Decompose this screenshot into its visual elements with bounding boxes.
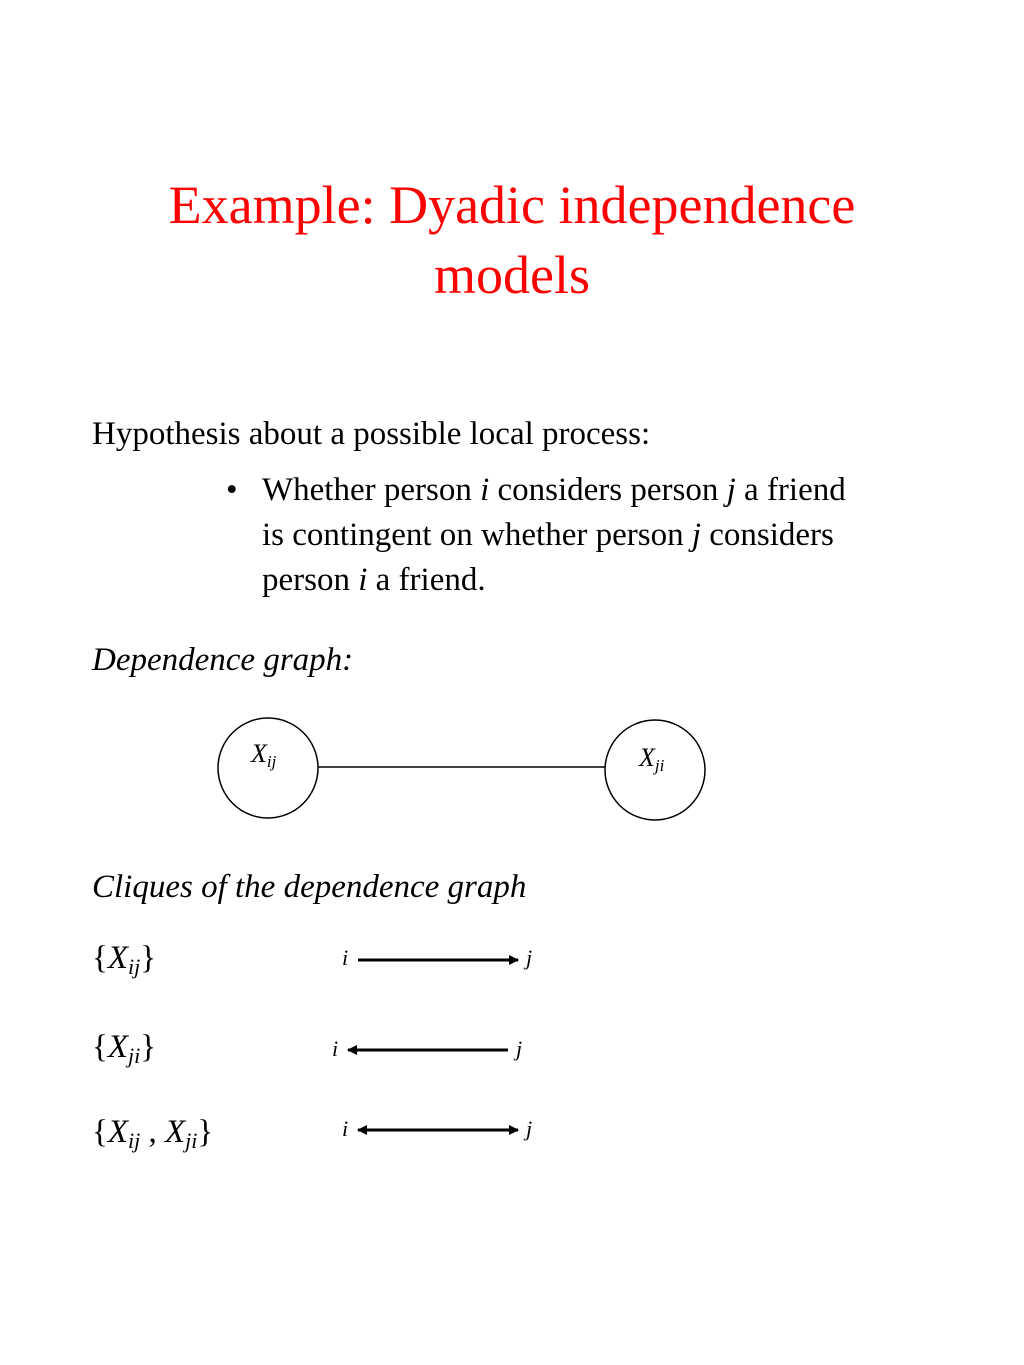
clique-1-to: j [526, 945, 533, 970]
clique-3-label: {$X_{ij}$ , $X_{ji}$} [92, 1114, 214, 1153]
clique-2-label: $\{X_{ji}\}$ [92, 1029, 157, 1068]
clique-3-to: j [526, 1116, 533, 1141]
clique-3-from: i [342, 1116, 349, 1141]
node-label-x-ji: $X_{ji}$ [639, 743, 665, 775]
bullet-line-1: Whether person i considers person j a friend [262, 472, 846, 508]
clique-2-from: i [332, 1036, 339, 1061]
cliques-heading: Cliques of the dependence graph [92, 869, 527, 905]
clique-2-to: j [516, 1036, 523, 1061]
node-label-x-ij: $X_{ij}$ [251, 739, 277, 771]
clique-1-from: i [342, 945, 349, 970]
title-line-1: Example: Dyadic independence [168, 175, 856, 235]
bullet-line-2: is contingent on whether person j considers [262, 517, 834, 553]
dependence-graph-label: Dependence graph: [92, 642, 354, 678]
bullet-dot: • [226, 472, 238, 508]
title-line-2: models [434, 245, 590, 305]
bullet-line-3: person i a friend. [262, 562, 486, 598]
clique-1-label: $\{X_{ij}\}$ [92, 940, 157, 979]
hypothesis-heading: Hypothesis about a possible local process: [92, 416, 651, 452]
